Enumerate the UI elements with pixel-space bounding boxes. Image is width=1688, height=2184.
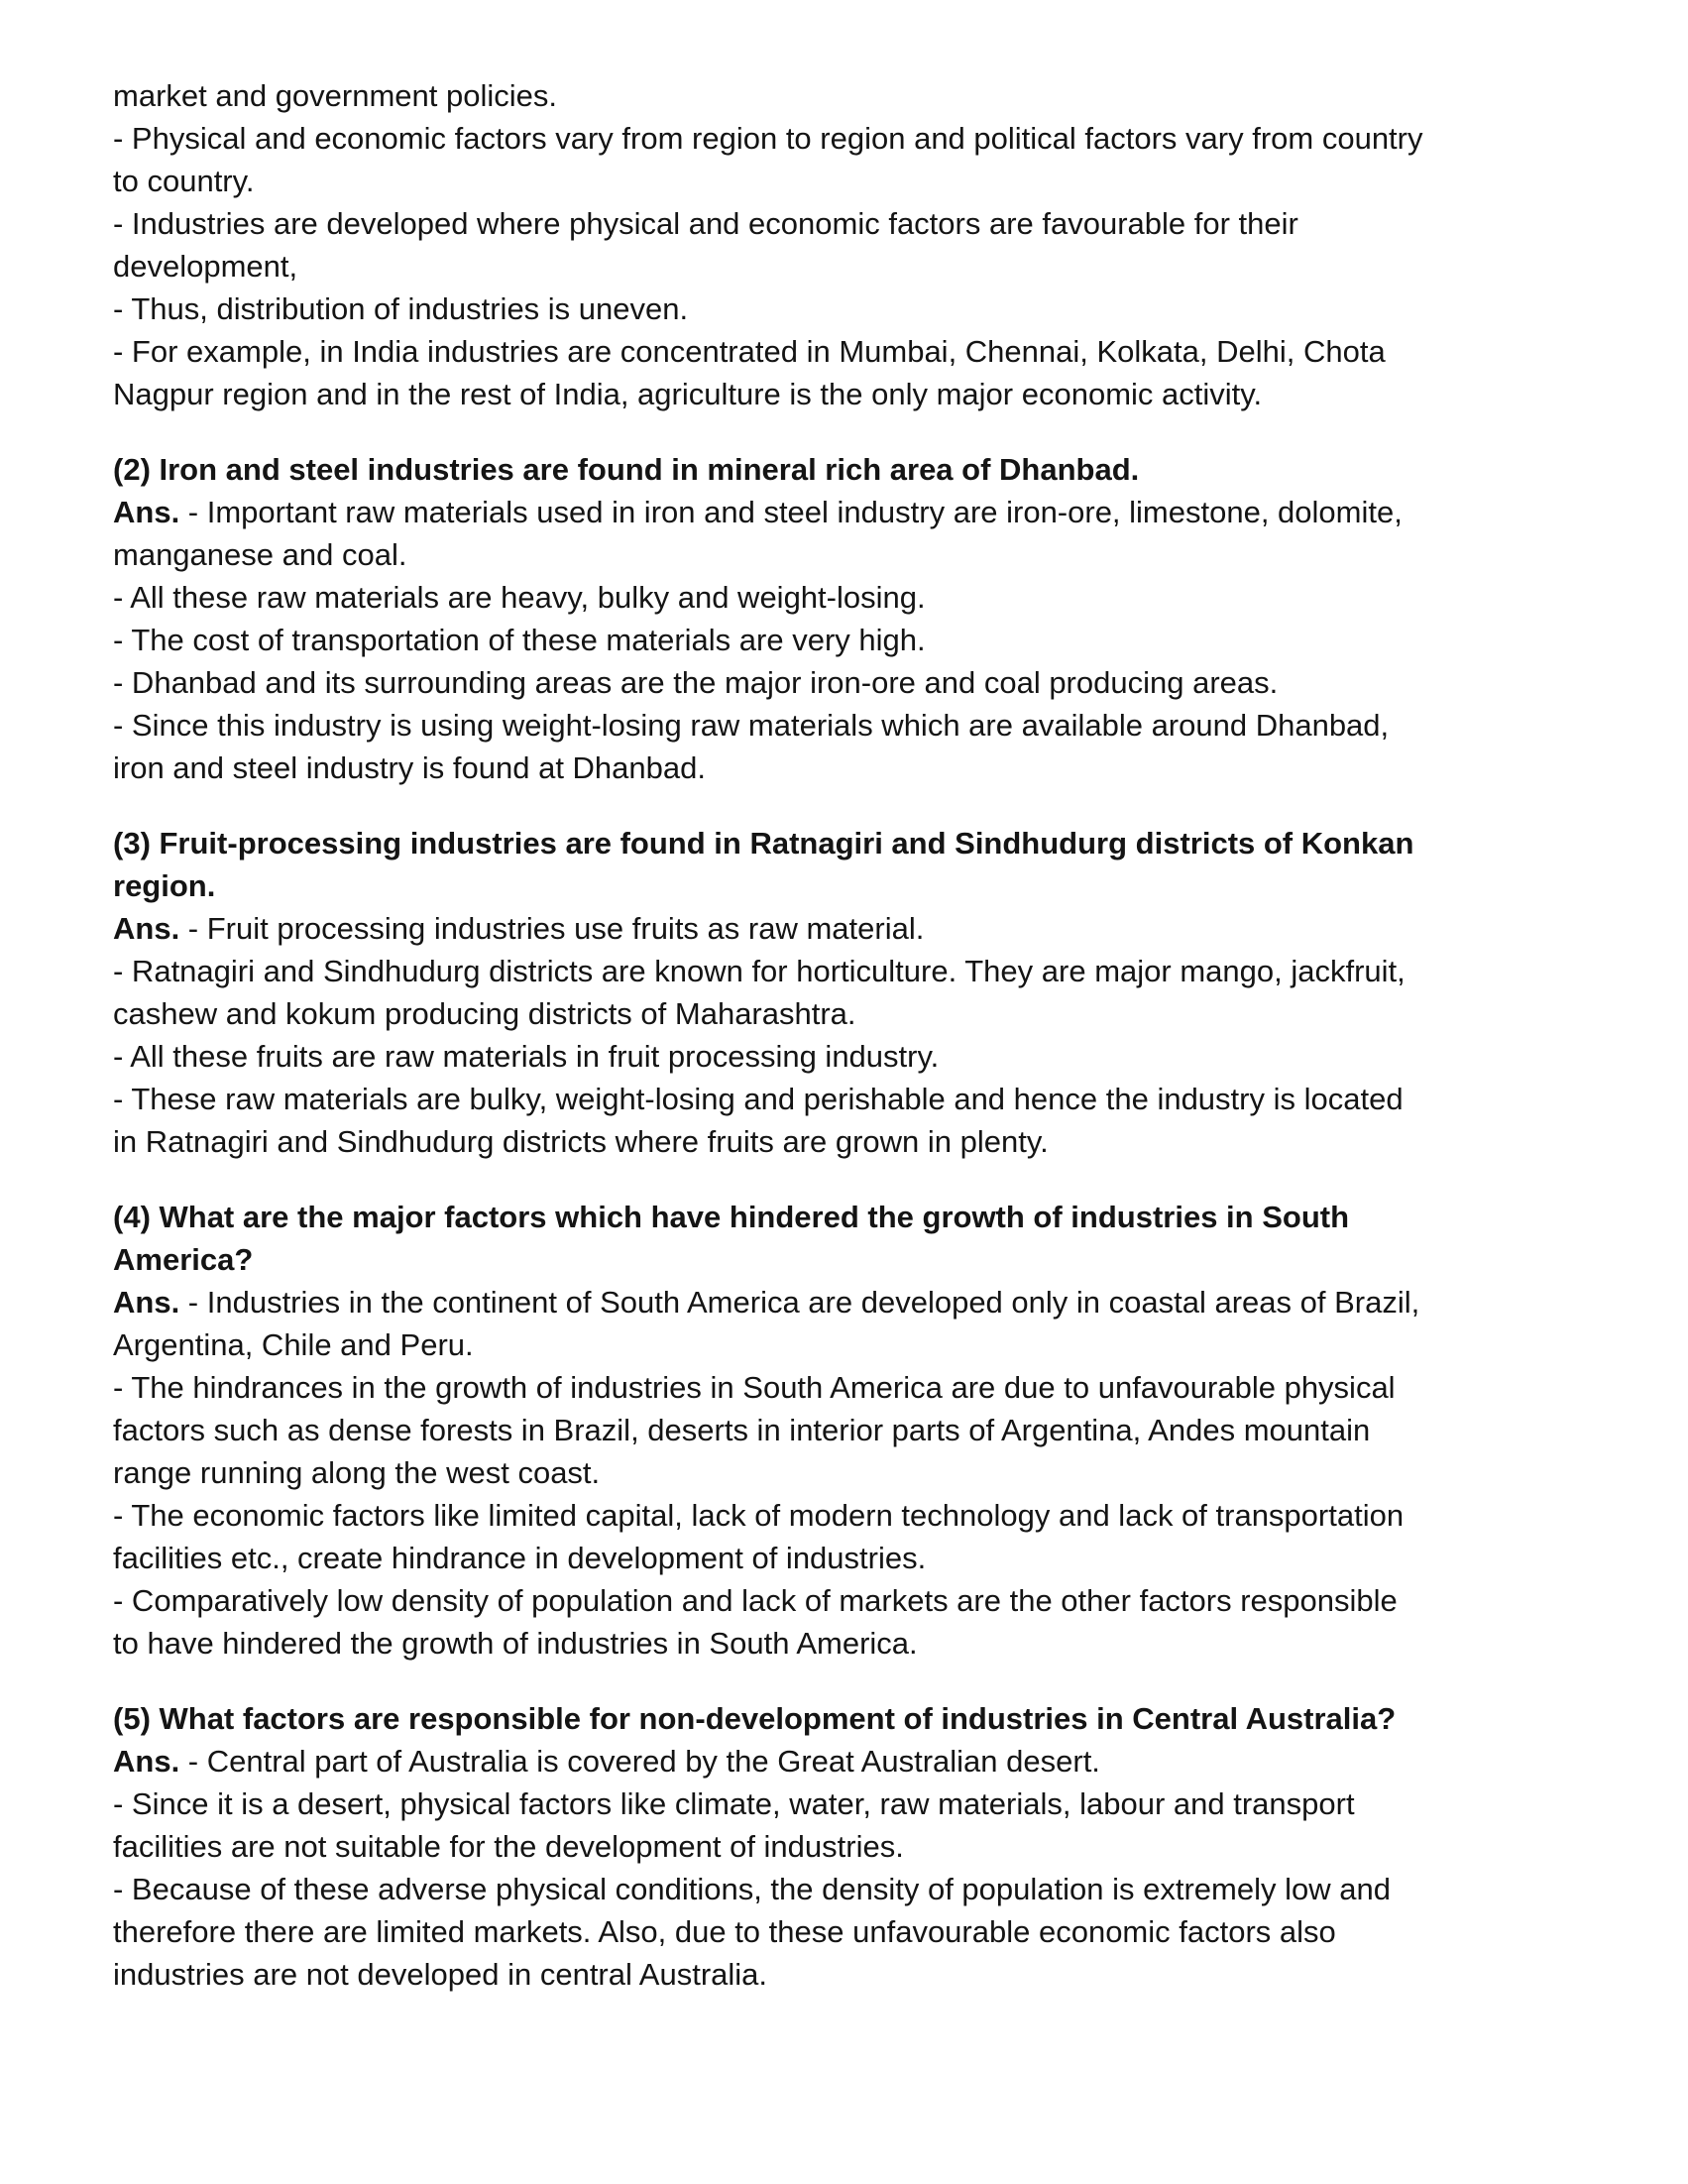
answer-line: facilities etc., create hindrance in development of industries.: [113, 1541, 927, 1575]
question-title: (2) Iron and steel industries are found in mineral rich area of Dhanbad.: [113, 452, 1140, 487]
intro-line: - Thus, distribution of industries is uneven.: [113, 291, 689, 326]
question-title: (4) What are the major factors which have hindered the growth of industries in South: [113, 1200, 1350, 1234]
answer-line: in Ratnagiri and Sindhudurg districts where fruits are grown in plenty.: [113, 1124, 1049, 1159]
intro-line: - Physical and economic factors vary from region to region and political factors vary from country: [113, 121, 1423, 156]
answer-line: - Since this industry is using weight-losing raw materials which are available around Dhanbad,: [113, 708, 1390, 743]
answer-text: - Central part of Australia is covered by the Great Australian desert.: [179, 1744, 1100, 1779]
answer-label: Ans.: [113, 495, 180, 529]
intro-line: development,: [113, 249, 298, 284]
intro-line: Nagpur region and in the rest of India, agriculture is the only major economic activity.: [113, 377, 1263, 411]
intro-section: [113, 74, 1579, 415]
answer-line: - The hindrances in the growth of industries in South America are due to unfavourable physical: [113, 1370, 1396, 1405]
answer-line: therefore there are limited markets. Also, due to these unfavourable economic factors also: [113, 1914, 1336, 1949]
question-title: (5) What factors are responsible for non-development of industries in Central Australia?: [113, 1701, 1397, 1736]
answer-line: factors such as dense forests in Brazil, deserts in interior parts of Argentina, Andes mountain: [113, 1413, 1371, 1447]
answer-line: - Ratnagiri and Sindhudurg districts are known for horticulture. They are major mango, jackfruit,: [113, 954, 1406, 988]
intro-line: to country.: [113, 164, 255, 198]
answer-line: range running along the west coast.: [113, 1455, 601, 1490]
answer-label: Ans.: [113, 1744, 180, 1779]
answer-line: to have hindered the growth of industries in South America.: [113, 1626, 918, 1661]
answer-first-line: [113, 907, 1579, 950]
answer-line: - All these fruits are raw materials in fruit processing industry.: [113, 1039, 940, 1074]
answer-text: - Fruit processing industries use fruits as raw material.: [179, 911, 925, 946]
section-gap: [113, 789, 1579, 822]
question-block-5: [113, 1697, 1579, 1996]
answer-line: Argentina, Chile and Peru.: [113, 1327, 474, 1362]
question-title: region.: [113, 868, 216, 903]
answer-line: - The economic factors like limited capital, lack of modern technology and lack of transportation: [113, 1498, 1405, 1533]
answer-label: Ans.: [113, 911, 180, 946]
answer-line: - All these raw materials are heavy, bulky and weight-losing.: [113, 580, 926, 615]
answer-line: industries are not developed in central Australia.: [113, 1957, 768, 1992]
intro-line: market and government policies.: [113, 78, 558, 113]
answer-label: Ans.: [113, 1285, 180, 1320]
answer-line: - Dhanbad and its surrounding areas are the major iron-ore and coal producing areas.: [113, 665, 1279, 700]
question-title: (3) Fruit-processing industries are found in Ratnagiri and Sindhudurg districts of Konkan: [113, 826, 1414, 861]
section-gap: [113, 415, 1579, 448]
answer-line: cashew and kokum producing districts of Maharashtra.: [113, 996, 856, 1031]
answer-line: - Since it is a desert, physical factors like climate, water, raw materials, labour and transport: [113, 1786, 1355, 1821]
answer-line: - These raw materials are bulky, weight-losing and perishable and hence the industry is located: [113, 1082, 1404, 1116]
answer-text: - Important raw materials used in iron and steel industry are iron-ore, limestone, dolomite,: [179, 495, 1403, 529]
answer-line: iron and steel industry is found at Dhanbad.: [113, 750, 706, 785]
answer-first-line: [113, 491, 1579, 533]
question-block-2: [113, 448, 1579, 789]
intro-line: - For example, in India industries are concentrated in Mumbai, Chennai, Kolkata, Delhi, Chota: [113, 334, 1386, 369]
answer-line: - The cost of transportation of these materials are very high.: [113, 623, 926, 657]
section-gap: [113, 1163, 1579, 1196]
answer-line: - Comparatively low density of population and lack of markets are the other factors responsible: [113, 1583, 1398, 1618]
answer-line: manganese and coal.: [113, 537, 407, 572]
answer-line: facilities are not suitable for the development of industries.: [113, 1829, 904, 1864]
intro-line: - Industries are developed where physical and economic factors are favourable for their: [113, 206, 1298, 241]
answer-first-line: [113, 1740, 1579, 1782]
answer-first-line: [113, 1281, 1579, 1323]
section-gap: [113, 1665, 1579, 1697]
question-block-3: [113, 822, 1579, 1163]
answer-line: - Because of these adverse physical conditions, the density of population is extremely low and: [113, 1872, 1391, 1906]
answer-text: - Industries in the continent of South America are developed only in coastal areas of Brazil,: [179, 1285, 1420, 1320]
question-block-4: [113, 1196, 1579, 1665]
question-title: America?: [113, 1242, 254, 1277]
